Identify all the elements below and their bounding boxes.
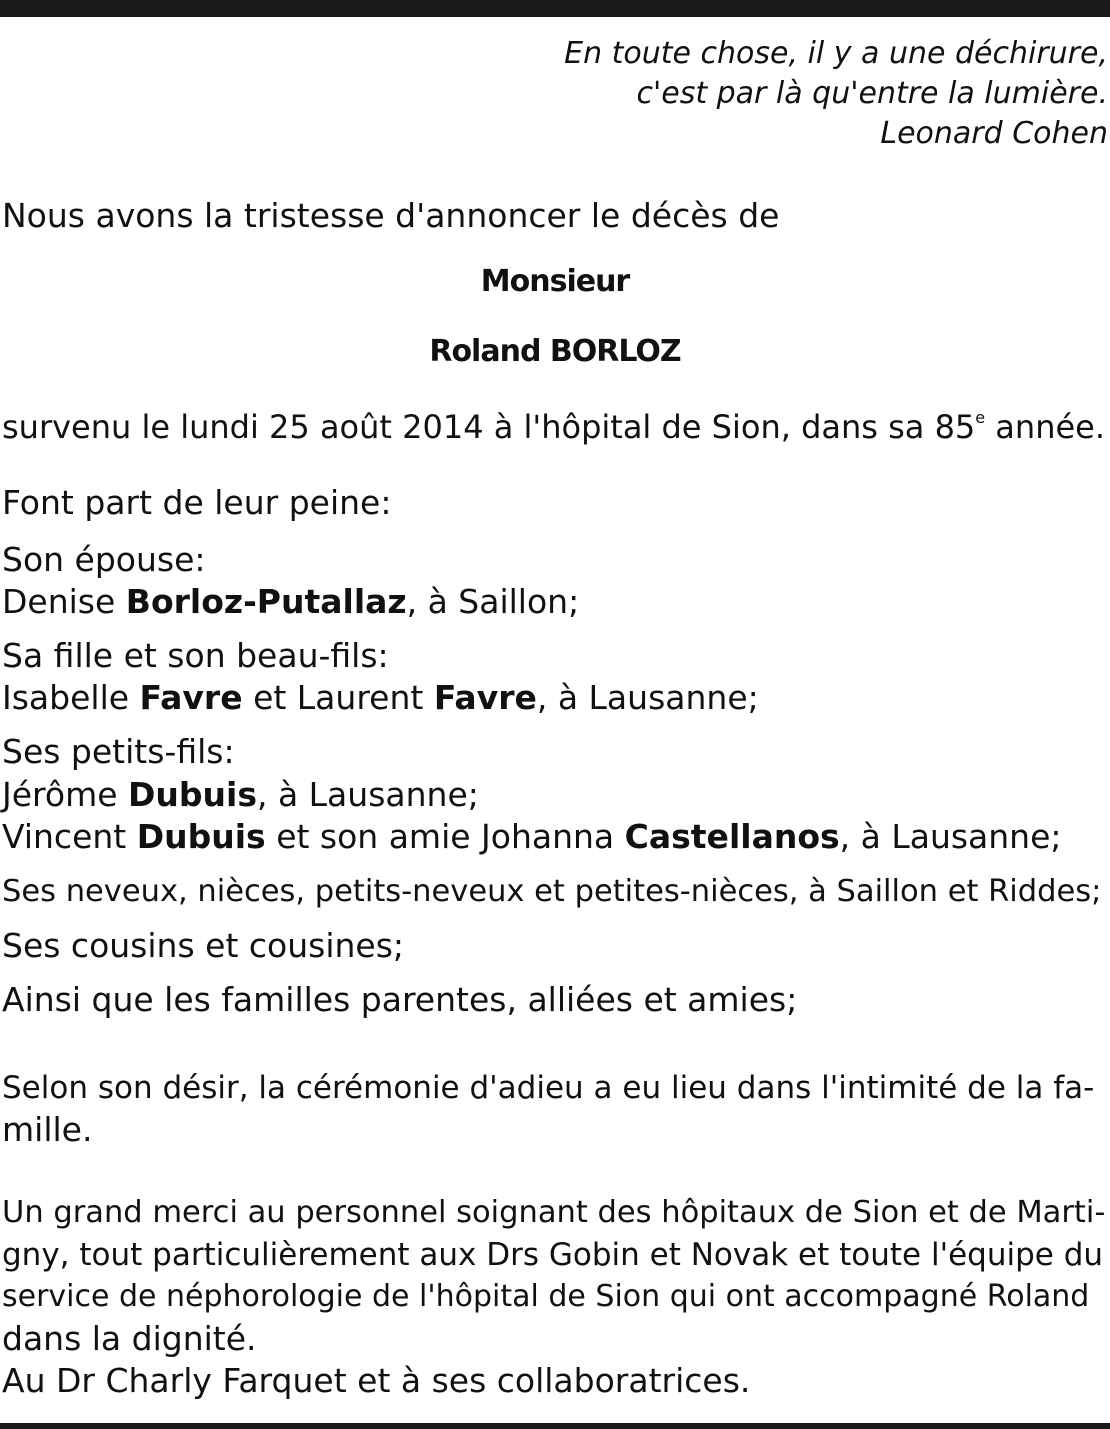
- ceremony-line-2: mille.: [2, 1110, 93, 1149]
- deceased-name: Roland BORLOZ: [429, 334, 681, 369]
- grandson-2-last-name: Dubuis: [136, 817, 266, 856]
- quote-author: Leonard Cohen: [880, 116, 1108, 151]
- son-in-law-first-name: et Laurent: [242, 678, 434, 717]
- daughter-label: Sa fille et son beau-fils:: [2, 636, 389, 675]
- deceased-title: Monsieur: [480, 264, 630, 299]
- epigraph-quote: [564, 34, 1108, 154]
- ordinal-superscript: e: [975, 408, 986, 427]
- girlfriend-first-name: et son amie Johanna: [265, 817, 625, 856]
- death-notice: [2, 398, 1105, 447]
- grandson-1-first-name: Jérôme: [2, 775, 129, 814]
- thanks-line-5: Au Dr Charly Farquet et à ses collaboratrices.: [2, 1361, 751, 1400]
- thanks-line-4: dans la dignité.: [2, 1319, 257, 1358]
- grandsons-label: Ses petits-fils:: [2, 732, 235, 771]
- daughter-line: [2, 678, 759, 718]
- ceremony-line-1: Selon son désir, la cérémonie d'adieu a eu lieu dans l'intimité de la fa-: [2, 1070, 1095, 1106]
- daughter-last-name: Favre: [139, 678, 243, 717]
- spouse-line: [2, 582, 579, 622]
- grandson-1-line: [2, 775, 479, 815]
- nephews-line: Ses neveux, nièces, petits-neveux et petites-nièces, à Saillon et Riddes;: [2, 874, 1102, 909]
- grandson-1-place: , à Lausanne;: [256, 775, 479, 814]
- bottom-rule: [0, 1423, 1110, 1429]
- thanks-line-2: gny, tout particulièrement aux Drs Gobin et Novak et toute l'équipe du: [2, 1237, 1104, 1273]
- grandson-1-last-name: Dubuis: [128, 775, 257, 814]
- girlfriend-last-name: Castellanos: [624, 817, 840, 856]
- spouse-place: , à Saillon;: [406, 582, 580, 621]
- thanks-line-3: service de néphorologie de l'hôpital de Sion qui ont accompagné Roland: [2, 1279, 1090, 1314]
- daughter-place: , à Lausanne;: [536, 678, 759, 717]
- death-text-end: année.: [985, 408, 1106, 446]
- son-in-law-last-name: Favre: [433, 678, 537, 717]
- grandson-2-first-name: Vincent: [2, 817, 137, 856]
- spouse-label: Son épouse:: [2, 540, 206, 579]
- thanks-line-1: Un grand merci au personnel soignant des hôpitaux de Sion et de Marti-: [2, 1195, 1106, 1230]
- font-part-heading: Font part de leur peine:: [2, 483, 392, 522]
- grandson-2-place: , à Lausanne;: [839, 817, 1062, 856]
- death-text: survenu le lundi 25 août 2014 à l'hôpital de Sion, dans sa 85: [2, 408, 976, 446]
- spouse-last-name: Borloz-Putallaz: [125, 582, 407, 621]
- quote-line-2: c'est par là qu'entre la lumière.: [636, 76, 1108, 111]
- families-line: Ainsi que les familles parentes, alliées et amies;: [2, 980, 798, 1019]
- grandson-2-line: [2, 817, 1062, 857]
- top-rule: [0, 0, 1110, 17]
- daughter-first-name: Isabelle: [2, 678, 140, 717]
- intro-text: Nous avons la tristesse d'annoncer le décès de: [2, 196, 780, 235]
- quote-line-1: En toute chose, il y a une déchirure,: [564, 36, 1108, 71]
- cousins-line: Ses cousins et cousines;: [2, 926, 405, 965]
- spouse-first-name: Denise: [2, 582, 126, 621]
